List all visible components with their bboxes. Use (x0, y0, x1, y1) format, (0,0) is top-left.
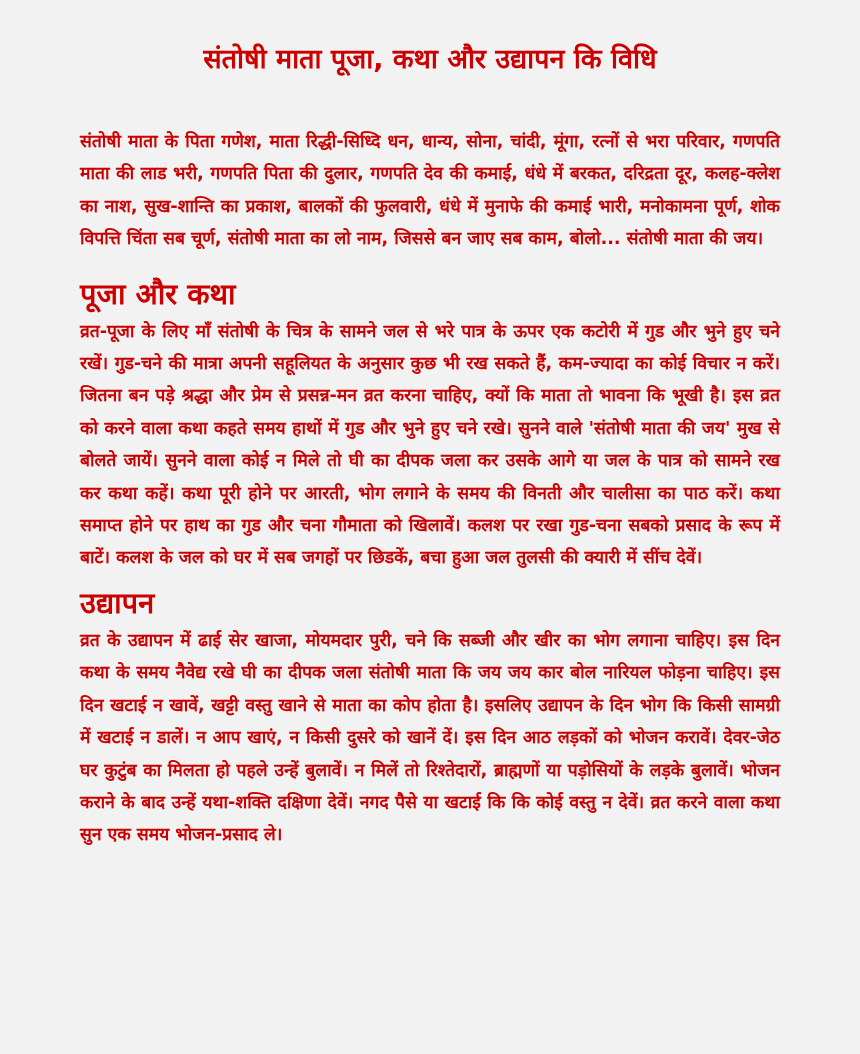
page-title: संतोषी माता पूजा, कथा और उद्यापन कि विधि (203, 44, 657, 75)
section-text-udyapan: व्रत के उद्यापन में ढाई सेर खाजा, मोयमदार पुरी, चने कि सब्जी और खीर का भोग लगाना चाहिए। इस दिन कथा के समय नैवेद्य रखे घी का दीपक जला संतोषी माता कि जय जय कार बोल नारियल फोड़ना चाहिए। इस दिन खटाई न खावें, खट्टी वस्तु खाने से माता का कोप होता है। इसलिए उद्यापन के दिन भोग कि किसी सामग्री में खटाई न डालें। न आप खाएं, न किसी दुसरे को खानें दें। इस दिन आठ लड़कों को भोजन करावें। देवर-जेठ घर कुटुंब का मिलता हो पहले उन्हें बुलावें। न मिलें तो रिश्तेदारों, ब्राह्मणों या पड़ोसियों के लड़के बुलावें। भोजन कराने के बाद उन्हें यथा-शक्ति दक्षिणा देवें। नगद पैसे या खटाई कि कि कोई वस्तु न देवें। व्रत करने वाला कथा सुन एक समय भोजन-प्रसाद ले। (80, 630, 780, 846)
section-heading-udyapan: उद्यापन (80, 585, 155, 620)
section-heading-puja-katha: पूजा और कथा (80, 276, 236, 311)
intro-paragraph: संतोषी माता के पिता गणेश, माता रिद्धी-सिध्दि धन, धान्य, सोना, चांदी, मूंगा, रत्नों से भरा परिवार, गणपति माता की लाड भरी, गणपति पिता की दुलार, गणपति देव की कमाई, धंधे में बरकत, दरिद्रता दूर, कलह-क्लेश का नाश, सुख-शान्ति का प्रकाश, बालकों की फुलवारी, धंधे में मुनाफे की कमाई भारी, मनोकामना पूर्ण, शोक विपत्ति चिंता सब चूर्ण, संतोषी माता का लो नाम, जिससे बन जाए सब काम, बोलो... संतोषी माता की जय। (80, 132, 780, 250)
section-text-puja-katha: व्रत-पूजा के लिए माँ संतोषी के चित्र के सामने जल से भरे पात्र के ऊपर एक कटोरी में गुड और भुने हुए चने रखें। गुड-चने की मात्रा अपनी सहूलियत के अनुसार कुछ भी रख सकते हैं, कम-ज्यादा का कोई विचार न करें। जितना बन पड़े श्रद्धा और प्रेम से प्रसन्न-मन व्रत करना चाहिए, क्यों कि माता तो भावना कि भूखी है। इस व्रत को करने वाला कथा कहते समय हाथों में गुड और भुने हुए चने रखे। सुनने वाले 'संतोषी माता की जय' मुख से बोलते जायें। सुनने वाला कोई न मिले तो घी का दीपक जला कर उसके आगे या जल के पात्र को सामने रख कर कथा कहें। कथा पूरी होने पर आरती, भोग लगाने के समय की विनती और चालीसा का पाठ करें। कथा समाप्त होने पर हाथ का गुड और चना गौमाता को खिलावें। कलश पर रखा गुड-चना सबको प्रसाद के रूप में बाटें। कलश के जल को घर में सब जगहों पर छिडकें, बचा हुआ जल तुलसी की क्यारी में सींच देवें। (80, 321, 780, 569)
